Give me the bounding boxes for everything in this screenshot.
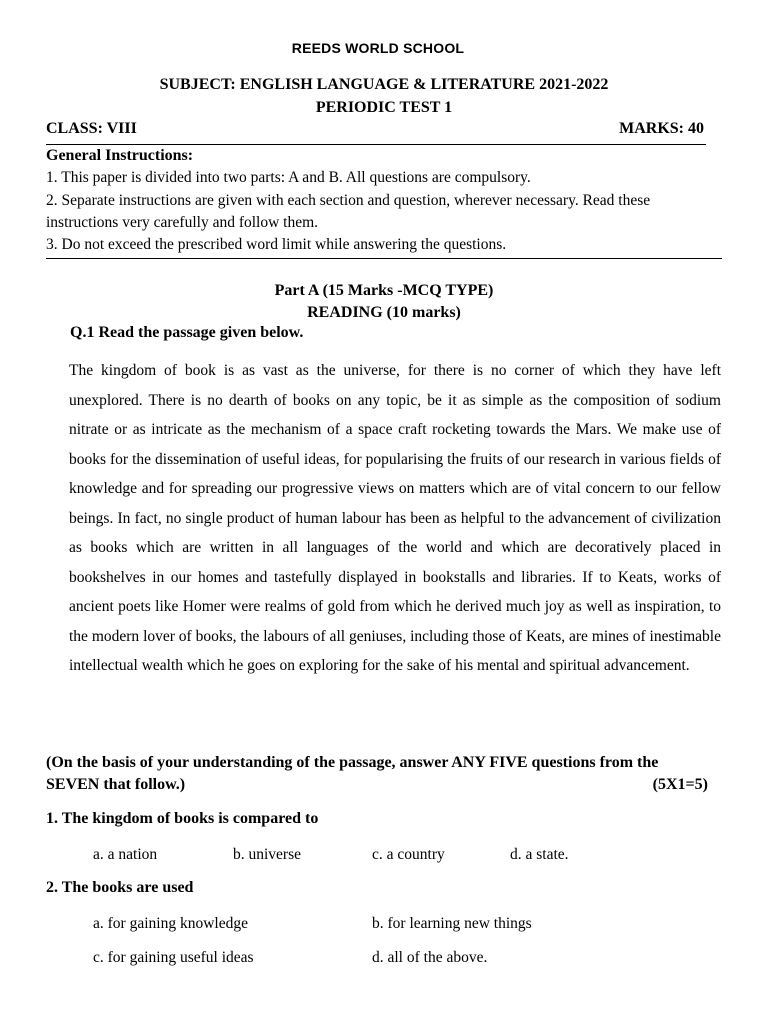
divider-line [46,258,722,259]
mcq-1-option-d[interactable]: d. a state. [510,846,569,863]
reading-section-title: READING (10 marks) [307,304,461,321]
part-a-heading [0,280,768,324]
test-title: PERIODIC TEST 1 [315,99,453,116]
answer-instruction-text: (On the basis of your understanding of the passage, answer ANY FIVE questions from the SEVEN that follow.) [46,754,659,793]
marks-label: MARKS: 40 [619,120,704,137]
answer-instruction-marks: (5X1=5) [652,776,708,793]
instruction-item: 2. Separate instructions are given with each section and question, wherever necessary. Read these instructions very carefully and follow them. [46,191,651,231]
mcq-2-option-c[interactable]: c. for gaining useful ideas [93,949,254,966]
instruction-item: 3. Do not exceed the prescribed word limit while answering the questions. [46,236,507,254]
mcq-2-option-d[interactable]: d. all of the above. [372,949,488,966]
mcq-question-2: 2. The books are used [46,879,194,896]
reading-passage: The kingdom of book is as vast as the universe, for there is no corner of which they have left unexplored. There is no dearth of books on any topic, be it as simple as the composition of sodium nitrate or as intricate as the mechanism of a space craft rocketing towards the Mars. We make use of books for the dissemination of useful ideas, for popularising the fruits of our research in various fields of knowledge and for spreading our progressive views on matters which are of vital concern to our fellow beings. In fact, no single product of human labour has been as helpful to the advancement of civilization as books which are written in all languages of the world and which are decoratively placed in bookshelves in our homes and tastefully displayed in bookstalls and libraries. If to Keats, works of ancient poets like Homer were realms of gold from which he derived much joy as well as inspiration, to the modern lover of books, the labours of all geniuses, including those of Keats, are mines of inestimable intellectual wealth which he goes on exploring for the sake of his mental and spiritual advancement. [69,362,721,674]
class-marks-row [46,120,706,145]
question-1-heading: Q.1 Read the passage given below. [70,324,304,341]
mcq-2-option-a[interactable]: a. for gaining knowledge [93,915,248,932]
mcq-2-option-b[interactable]: b. for learning new things [372,915,532,932]
subject-title: SUBJECT: ENGLISH LANGUAGE & LITERATURE 2021-2022 [159,76,609,93]
mcq-1-option-c[interactable]: c. a country [372,846,445,863]
mcq-1-option-b[interactable]: b. universe [233,846,302,863]
instructions-heading: General Instructions: [46,147,194,164]
answer-instruction [46,752,708,796]
mcq-1-option-a[interactable]: a. a nation [93,846,158,863]
instruction-item: 1. This paper is divided into two parts: A and B. All questions are compulsory. [46,169,531,187]
part-a-title: Part A (15 Marks -MCQ TYPE) [274,282,494,299]
school-name: REEDS WORLD SCHOOL [291,40,465,56]
mcq-question-1: 1. The kingdom of books is compared to [46,810,319,827]
class-label: CLASS: VIII [46,120,137,137]
general-instructions [46,145,722,256]
